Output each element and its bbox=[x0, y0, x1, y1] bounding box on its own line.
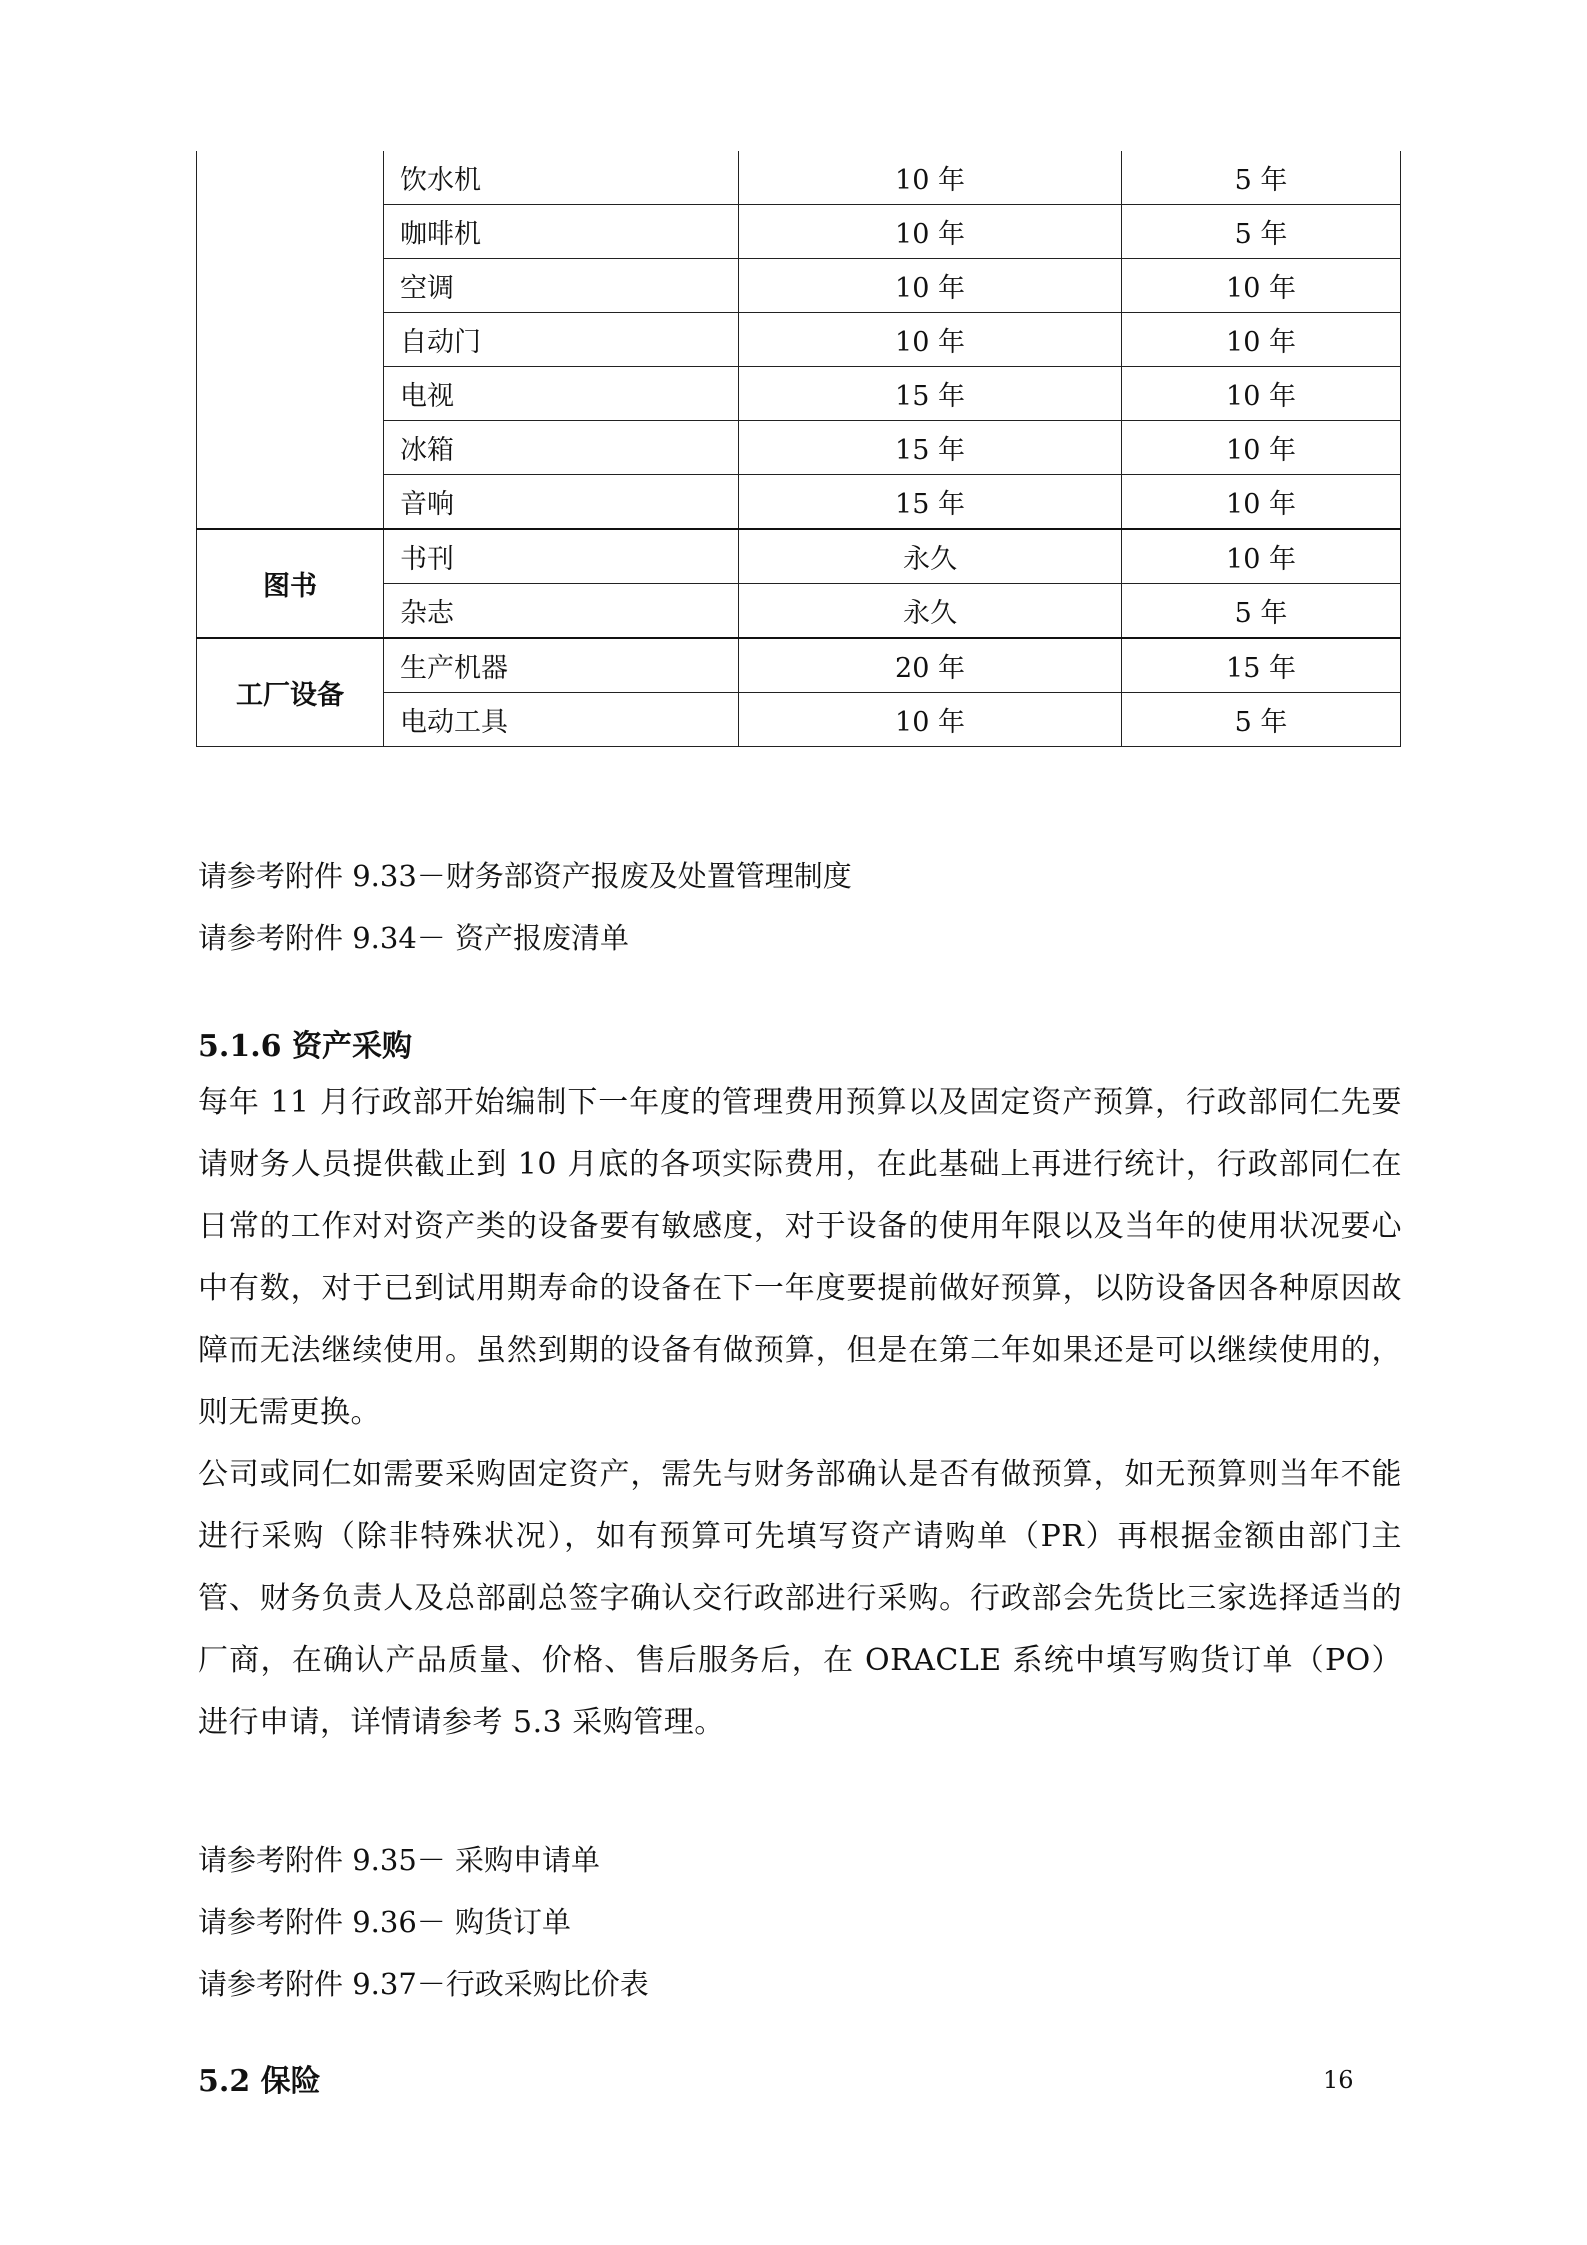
life-cell: 10 年 bbox=[739, 151, 1122, 205]
body-paragraph: 每年 11 月行政部开始编制下一年度的管理费用预算以及固定资产预算，行政部同仁先要请财务人员提供截止到 10 月底的各项实际费用，在此基础上再进行统计，行政部同仁在日常的工作对对资产类的设备要有敏感度，对于设备的使用年限以及当年的使用状况要心中有数，对于已到试用期寿命的设备在下一年度要提前做好预算，以防设备因各种原因故障而无法继续使用。虽然到期的设备有做预算，但是在第二年如果还是可以继续使用的，则无需更换。 bbox=[198, 1085, 1402, 1430]
life-cell: 10 年 bbox=[739, 313, 1122, 367]
period-cell: 10 年 bbox=[1122, 529, 1401, 584]
item-cell: 空调 bbox=[384, 259, 739, 313]
period-cell: 10 年 bbox=[1122, 421, 1401, 475]
item-cell: 电动工具 bbox=[384, 693, 739, 747]
period-cell: 10 年 bbox=[1122, 475, 1401, 530]
item-cell: 书刊 bbox=[384, 529, 739, 584]
item-cell: 饮水机 bbox=[384, 151, 739, 205]
attachment-reference: 请参考附件 9.37－行政采购比价表 bbox=[198, 1967, 649, 2001]
life-cell: 15 年 bbox=[739, 367, 1122, 421]
period-cell: 10 年 bbox=[1122, 367, 1401, 421]
item-cell: 音响 bbox=[384, 475, 739, 530]
period-cell: 5 年 bbox=[1122, 151, 1401, 205]
life-cell: 永久 bbox=[739, 529, 1122, 584]
attachment-reference: 请参考附件 9.34－ 资产报废清单 bbox=[198, 921, 630, 955]
section-heading: 5.2 保险 bbox=[198, 2064, 321, 2099]
period-cell: 5 年 bbox=[1122, 584, 1401, 639]
table-row bbox=[197, 151, 1401, 205]
page-number: 16 bbox=[1323, 2066, 1354, 2094]
body-paragraph: 公司或同仁如需要采购固定资产，需先与财务部确认是否有做预算，如无预算则当年不能进行采购（除非特殊状况），如有预算可先填写资产请购单（PR）再根据金额由部门主管、财务负责人及总部副总签字确认交行政部进行采购。行政部会先货比三家选择适当的厂商，在确认产品质量、价格、售后服务后，在 ORACLE 系统中填写购货订单（PO）进行申请，详情请参考 5.3 采购管理。 bbox=[198, 1457, 1402, 1740]
life-cell: 10 年 bbox=[739, 693, 1122, 747]
period-cell: 5 年 bbox=[1122, 693, 1401, 747]
category-cell: 图书 bbox=[197, 529, 384, 638]
item-cell: 生产机器 bbox=[384, 638, 739, 693]
item-cell: 自动门 bbox=[384, 313, 739, 367]
table-row bbox=[197, 638, 1401, 693]
life-cell: 15 年 bbox=[739, 475, 1122, 530]
attachment-reference: 请参考附件 9.35－ 采购申请单 bbox=[198, 1843, 601, 1877]
item-cell: 冰箱 bbox=[384, 421, 739, 475]
period-cell: 5 年 bbox=[1122, 205, 1401, 259]
table-row bbox=[197, 529, 1401, 584]
section-heading: 5.1.6 资产采购 bbox=[198, 1029, 412, 1064]
life-cell: 10 年 bbox=[739, 205, 1122, 259]
period-cell: 10 年 bbox=[1122, 313, 1401, 367]
period-cell: 15 年 bbox=[1122, 638, 1401, 693]
category-cell: 工厂设备 bbox=[197, 638, 384, 747]
life-cell: 20 年 bbox=[739, 638, 1122, 693]
attachment-reference: 请参考附件 9.36－ 购货订单 bbox=[198, 1905, 572, 1939]
category-cell bbox=[197, 151, 384, 529]
item-cell: 杂志 bbox=[384, 584, 739, 639]
period-cell: 10 年 bbox=[1122, 259, 1401, 313]
asset-life-table bbox=[196, 151, 1401, 747]
item-cell: 咖啡机 bbox=[384, 205, 739, 259]
life-cell: 10 年 bbox=[739, 259, 1122, 313]
attachment-reference: 请参考附件 9.33－财务部资产报废及处置管理制度 bbox=[198, 859, 852, 893]
item-cell: 电视 bbox=[384, 367, 739, 421]
life-cell: 永久 bbox=[739, 584, 1122, 639]
life-cell: 15 年 bbox=[739, 421, 1122, 475]
